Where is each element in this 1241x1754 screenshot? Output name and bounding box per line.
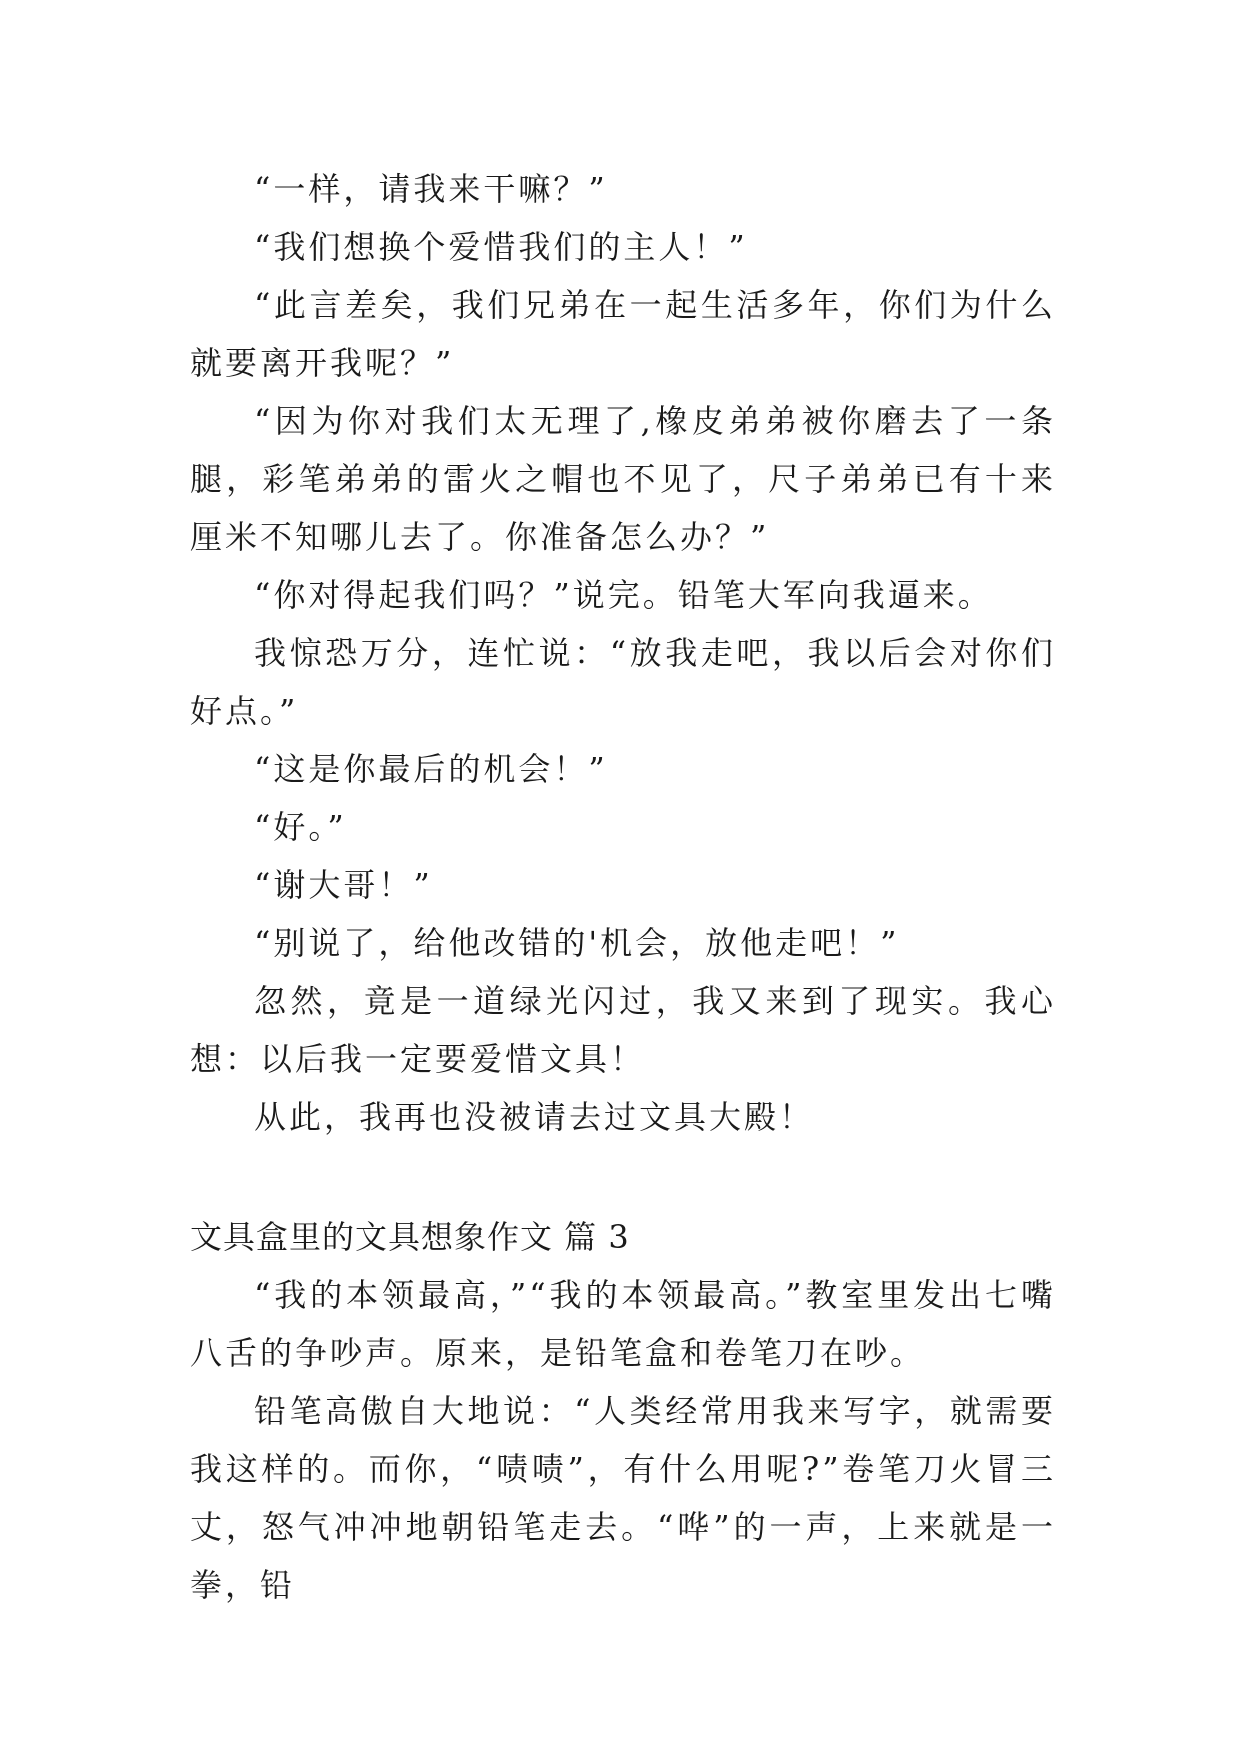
paragraph: “我的本领最高，”“我的本领最高。”教室里发出七嘴八舌的争吵声。原来，是铅笔盒和卷笔刀在吵。: [190, 1276, 1056, 1372]
paragraph: 我惊恐万分，连忙说：“放我走吧，我以后会对你们好点。”: [190, 634, 1056, 730]
document-body: [190, 160, 1056, 1614]
paragraph: “我们想换个爱惜我们的主人！”: [254, 228, 748, 266]
paragraph: “此言差矣，我们兄弟在一起生活多年，你们为什么就要离开我呢？”: [190, 286, 1056, 382]
paragraph: “你对得起我们吗？”说完。铅笔大军向我逼来。: [254, 576, 993, 614]
section-heading: 文具盒里的文具想象作文 篇 3: [190, 1218, 630, 1256]
paragraph: 从此，我再也没被请去过文具大殿！: [254, 1098, 815, 1136]
paragraph: 铅笔高傲自大地说：“人类经常用我来写字，就需要我这样的。而你，“啧啧”，有什么用呢?”卷笔刀火冒三丈，怒气冲冲地朝铅笔走去。“哗”的一声，上来就是一拳，铅: [190, 1392, 1056, 1604]
paragraph: “谢大哥！”: [254, 866, 433, 904]
paragraph: “因为你对我们太无理了,橡皮弟弟被你磨去了一条腿，彩笔弟弟的雷火之帽也不见了，尺子弟弟已有十来厘米不知哪儿去了。你准备怎么办？”: [190, 402, 1056, 556]
paragraph: “一样，请我来干嘛？”: [254, 170, 608, 208]
paragraph: “好。”: [254, 808, 347, 846]
paragraph: “别说了，给他改错的'机会，放他走吧！”: [254, 924, 900, 962]
paragraph: 忽然，竟是一道绿光闪过，我又来到了现实。我心想：以后我一定要爱惜文具！: [190, 982, 1056, 1078]
paragraph: “这是你最后的机会！”: [254, 750, 608, 788]
section-spacer: [190, 1146, 1056, 1208]
